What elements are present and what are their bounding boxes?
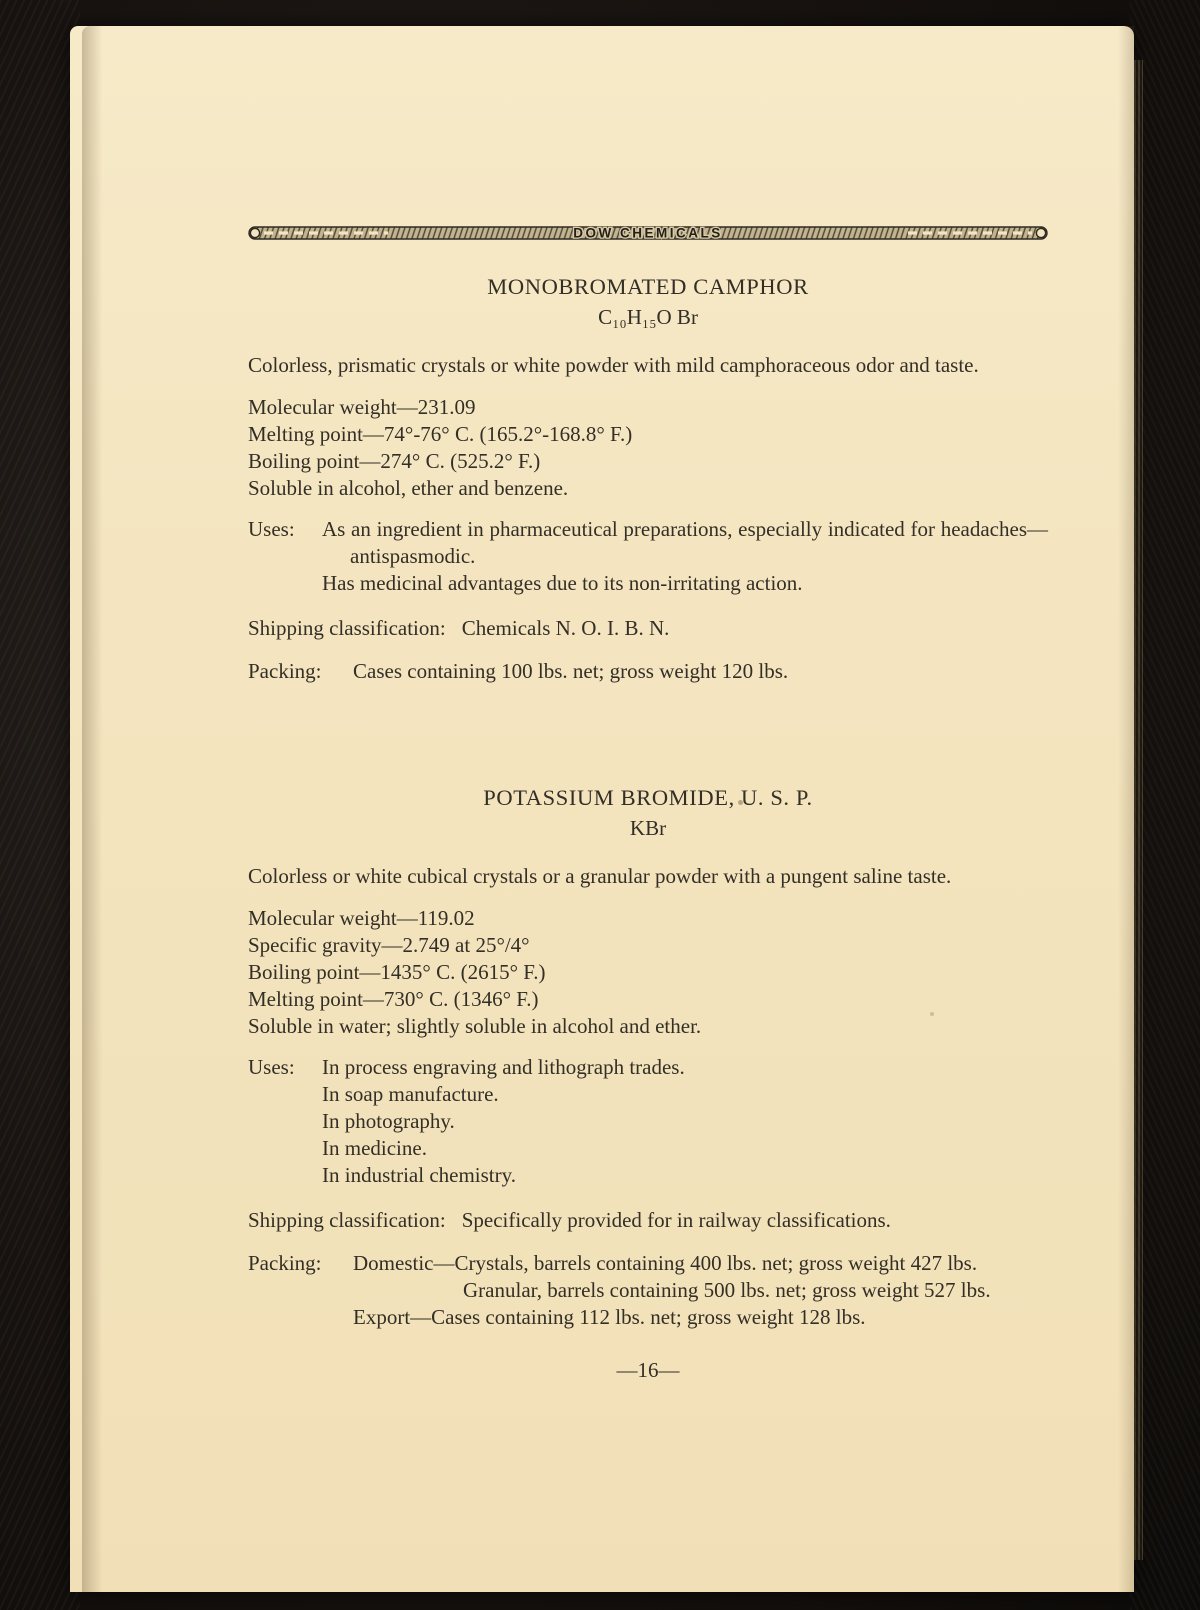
packing-block [248, 1250, 1048, 1331]
use-item: Has medicinal advantages due to its non-irritating action. [322, 571, 803, 595]
packing-item: Cases containing 100 lbs. net; gross weight 120 lbs. [353, 659, 789, 683]
use-item: In process engraving and lithograph trades. [322, 1055, 685, 1079]
chemical-formula: KBr [629, 816, 667, 840]
packing-label: Packing: [248, 659, 322, 683]
packing-list [353, 1250, 1048, 1331]
property-line: Boiling point—1435° C. (2615° F.) [248, 960, 546, 984]
uses-label: Uses: [248, 1055, 295, 1079]
packing-item: Domestic—Crystals, barrels containing 400 lbs. net; gross weight 427 lbs. [353, 1251, 978, 1275]
description: Colorless or white cubical crystals or a granular powder with a pungent saline taste. [248, 864, 952, 888]
gutter-crease [82, 26, 106, 1592]
packing-label: Packing: [248, 1251, 322, 1275]
uses-block [248, 1054, 1048, 1189]
section-title: MONOBROMATED CAMPHOR [487, 274, 809, 299]
uses-block [248, 516, 1048, 597]
packing-item: Export—Cases containing 112 lbs. net; gross weight 128 lbs. [353, 1305, 866, 1329]
banner-label: DOW CHEMICALS [573, 225, 723, 241]
packing-list [353, 658, 1048, 685]
shipping-label: Shipping classification: [248, 616, 446, 640]
rule-end-ring-right [1036, 228, 1045, 237]
uses-list [322, 1054, 1048, 1189]
use-item: As an ingredient in pharmaceutical preparations, especially indicated for headaches—antispasmodic. [322, 517, 1048, 568]
property-line: Specific gravity—2.749 at 25°/4° [248, 933, 530, 957]
page [70, 26, 1134, 1592]
properties-list [248, 905, 1048, 1040]
rule-end-ring-left [250, 228, 259, 237]
section-potassium-bromide [248, 785, 1048, 1331]
shipping-value: Chemicals N. O. I. B. N. [461, 616, 670, 640]
page-stack-edge [1134, 60, 1143, 1560]
uses-label: Uses: [248, 517, 295, 541]
use-item: In medicine. [322, 1136, 427, 1160]
chemical-formula: C₁₀H₁₅O Br [598, 305, 698, 329]
page-number: —16— [616, 1358, 680, 1382]
packing-item: Granular, barrels containing 500 lbs. net; gross weight 527 lbs. [463, 1278, 991, 1302]
properties-list [248, 394, 1048, 502]
property-line: Molecular weight—119.02 [248, 906, 475, 930]
property-line: Soluble in water; slightly soluble in alcohol and ether. [248, 1014, 702, 1038]
use-item: In soap manufacture. [322, 1082, 499, 1106]
property-line: Melting point—730° C. (1346° F.) [248, 987, 539, 1011]
section-title: POTASSIUM BROMIDE, U. S. P. [483, 785, 813, 810]
decorative-rule [248, 222, 1048, 244]
use-item: In industrial chemistry. [322, 1163, 517, 1187]
description: Colorless, prismatic crystals or white powder with mild camphoraceous odor and taste. [248, 353, 979, 377]
page-right-shade [1116, 26, 1134, 1592]
packing-block [248, 658, 1048, 685]
property-line: Molecular weight—231.09 [248, 395, 476, 419]
shipping-block [248, 615, 1048, 642]
uses-list [322, 516, 1048, 597]
shipping-value: Specifically provided for in railway classifications. [461, 1208, 891, 1232]
property-line: Soluble in alcohol, ether and benzene. [248, 476, 569, 500]
shipping-label: Shipping classification: [248, 1208, 446, 1232]
property-line: Melting point—74°-76° C. (165.2°-168.8° F.) [248, 422, 633, 446]
use-item: In photography. [322, 1109, 455, 1133]
shipping-block [248, 1207, 1048, 1234]
section-monobromated-camphor [248, 274, 1048, 685]
property-line: Boiling point—274° C. (525.2° F.) [248, 449, 541, 473]
page-content [248, 26, 1048, 1384]
book-spine [0, 0, 80, 1610]
